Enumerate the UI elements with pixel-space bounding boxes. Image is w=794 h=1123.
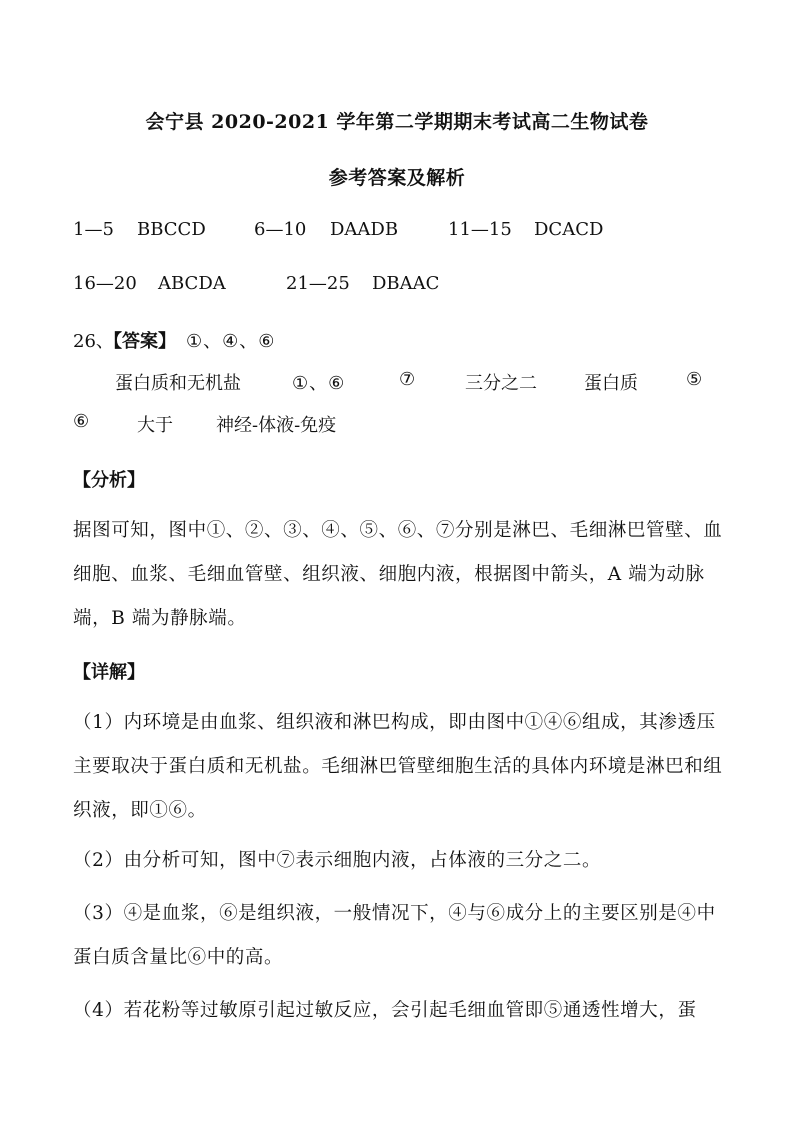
answer-letters: DCACD — [534, 219, 604, 240]
answer-range: 6—10 — [254, 219, 307, 240]
answer-label: 【答案】 — [104, 331, 176, 352]
answer-letters: BBCCD — [137, 219, 206, 240]
document-subtitle: 参考答案及解析 — [328, 167, 466, 189]
analysis-heading: 【分析】 — [73, 470, 145, 491]
answer-letters: ABCDA — [158, 273, 226, 294]
answer-range: 11—15 — [448, 219, 512, 240]
q26-answer-6: 蛋白质 — [584, 373, 638, 394]
answer-letters: DBAAC — [372, 273, 440, 294]
q26-answer-2: 蛋白质和无机盐 — [115, 373, 241, 394]
q26-answer-4: ⑦ — [399, 369, 416, 390]
detail-paragraph-3: （3）④是血浆，⑥是组织液，一般情况下，④与⑥成分上的主要区别是④中蛋白质含量比⑥中的高。 — [73, 903, 716, 968]
detail-paragraph-2: （2）由分析可知，图中⑦表示细胞内液，占体液的三分之二。 — [73, 850, 602, 871]
q26-answer-9: 大于 — [137, 415, 173, 436]
q26-answer-3: ①、⑥ — [292, 373, 346, 394]
answer-letters: DAADB — [330, 219, 399, 240]
document-title: 会宁县 2020-2021 学年第二学期期末考试高二生物试卷 — [145, 111, 649, 133]
answer-range: 21—25 — [286, 273, 350, 294]
q26-answer-10: 神经-体液-免疫 — [216, 415, 337, 436]
q26-answer-5: 三分之二 — [465, 373, 537, 394]
q26-answer-1: ①、④、⑥ — [186, 331, 276, 352]
q26-answer-8: ⑥ — [73, 411, 90, 432]
q26-number: 26、 — [73, 331, 114, 352]
detail-heading: 【详解】 — [73, 662, 145, 683]
detail-paragraph-4: （4）若花粉等过敏原引起过敏反应，会引起毛细血管即⑤通透性增大，蛋 — [73, 1000, 697, 1021]
answer-range: 1—5 — [73, 219, 114, 240]
detail-paragraph-1: （1）内环境是由血浆、组织液和淋巴构成，即由图中①④⑥组成，其渗透压主要取决于蛋白质和无机盐。毛细淋巴管壁细胞生活的具体内环境是淋巴和组织液，即①⑥。 — [73, 712, 723, 821]
q26-answer-7: ⑤ — [686, 369, 703, 390]
answer-range: 16—20 — [73, 273, 137, 294]
analysis-text: 据图可知，图中①、②、③、④、⑤、⑥、⑦分别是淋巴、毛细淋巴管壁、血细胞、血浆、毛细血管壁、组织液、细胞内液，根据图中箭头，A 端为动脉端，B 端为静脉端。 — [73, 520, 723, 629]
